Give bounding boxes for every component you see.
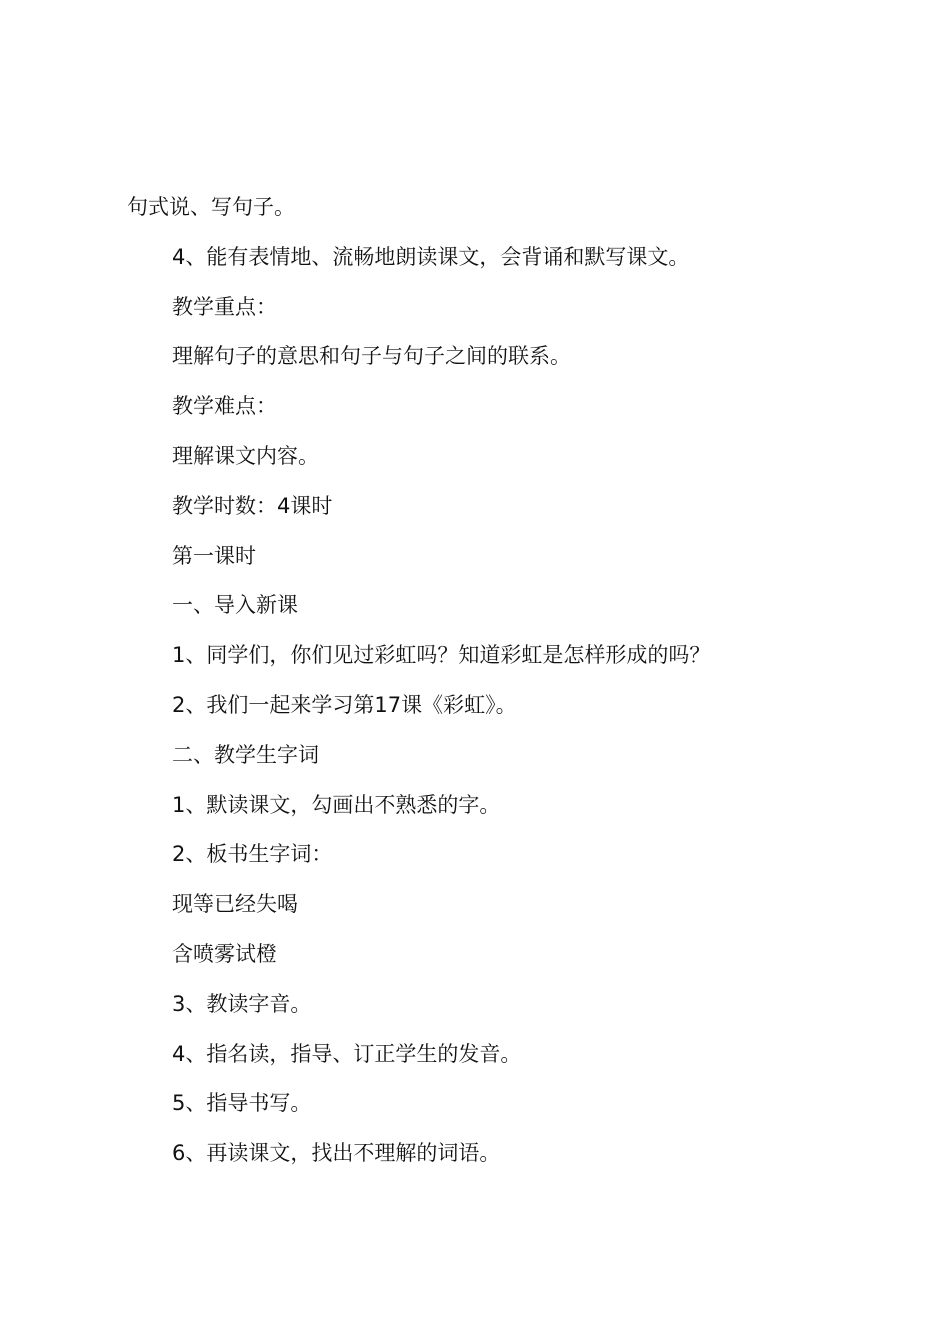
section-2-item-2: 2、板书生字词： — [172, 842, 333, 867]
key-points-text: 理解句子的意思和句子与句子之间的联系。 — [172, 344, 571, 369]
teaching-hours: 教学时数：4课时 — [172, 493, 333, 518]
difficulty-heading: 教学难点： — [172, 394, 277, 419]
difficulty-text: 理解课文内容。 — [172, 443, 319, 468]
new-words-row-2: 含喷雾试橙 — [172, 941, 277, 966]
section-2-item-5: 5、指导书写。 — [172, 1091, 312, 1116]
continued-sentence: 句式说、写句子。 — [127, 195, 295, 219]
section-2-item-3: 3、教读字音。 — [172, 991, 312, 1016]
section-2-item-6: 6、再读课文，找出不理解的词语。 — [172, 1141, 501, 1166]
section-1-item-1: 1、同学们，你们见过彩虹吗？知道彩虹是怎样形成的吗？ — [172, 643, 711, 668]
document-body — [127, 183, 850, 1179]
section-2-item-4: 4、指名读，指导、订正学生的发音。 — [172, 1041, 522, 1066]
key-points-heading: 教学重点： — [172, 294, 277, 319]
section-2-heading: 二、教学生字词 — [172, 742, 319, 767]
lesson-title: 第一课时 — [172, 543, 256, 568]
section-1-heading: 一、导入新课 — [172, 593, 298, 618]
section-1-item-2: 2、我们一起来学习第17课《彩虹》。 — [172, 692, 517, 717]
objective-4: 4、能有表情地、流畅地朗读课文，会背诵和默写课文。 — [172, 244, 690, 269]
section-2-item-1: 1、默读课文，勾画出不熟悉的字。 — [172, 792, 501, 817]
new-words-row-1: 现等已经失喝 — [172, 892, 298, 917]
